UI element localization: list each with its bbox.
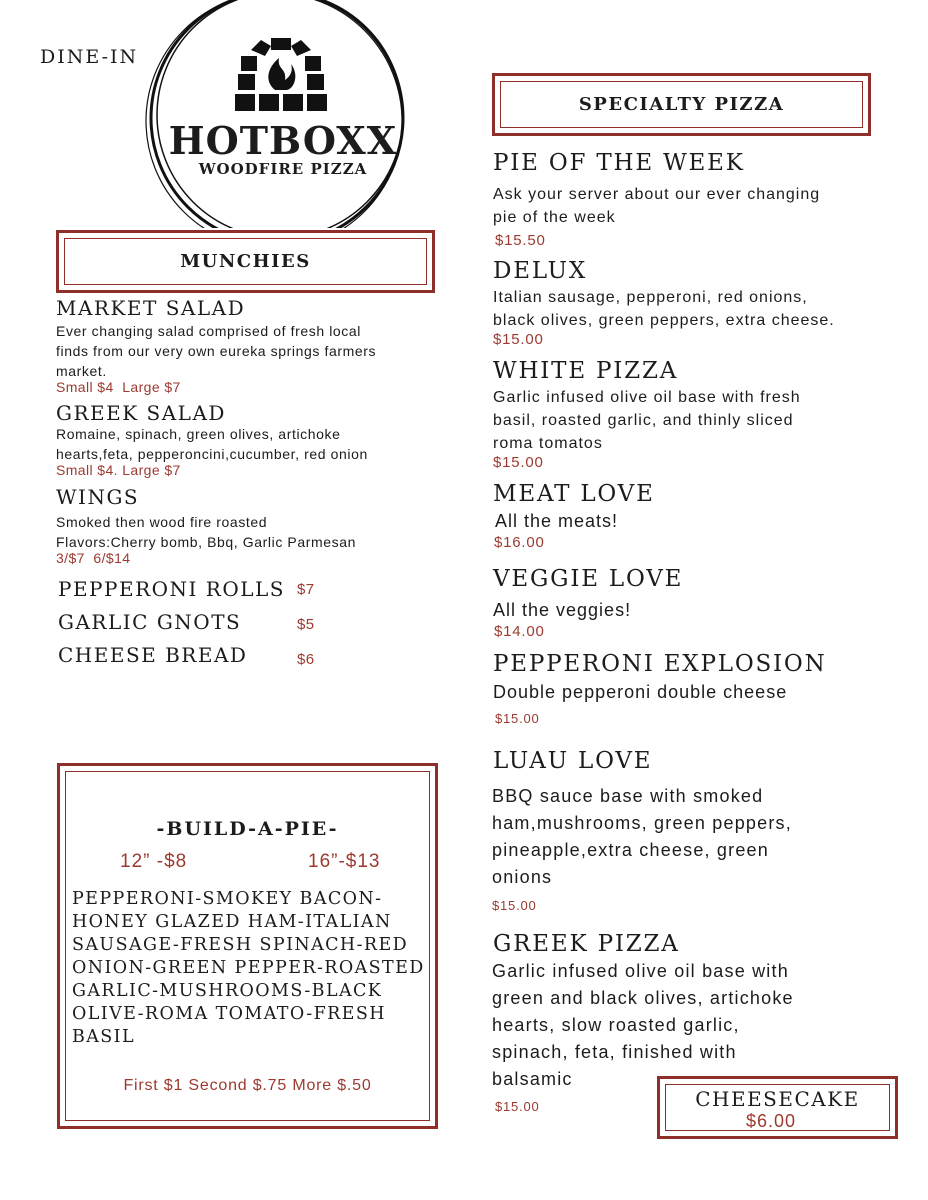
cheesecake-price: $6.00 — [746, 1111, 797, 1131]
meat-love-price: $16.00 — [494, 534, 545, 551]
greek-salad-name: GREEK SALAD — [56, 401, 226, 425]
topping-pricing: First $1 Second $.75 More $.50 — [123, 1077, 372, 1094]
pie-of-the-week-desc: Ask your server about our ever changing pie of the week — [493, 186, 821, 226]
greek-pizza-desc: Garlic infused olive oil base with green and black olives, artichoke hearts, slow roasted garlic, spinach, feta, finished with balsamic — [492, 961, 794, 1089]
market-salad-price: Small $4 Large $7 — [56, 379, 181, 395]
pepperoni-explosion-price: $15.00 — [495, 711, 540, 726]
cheese-bread-price: $6 — [297, 651, 315, 668]
pepperoni-explosion-name: PEPPERONI EXPLOSION — [493, 651, 827, 677]
luau-love-price: $15.00 — [492, 898, 537, 913]
wings-name: WINGS — [56, 485, 140, 509]
white-pizza-desc: Garlic infused olive oil base with fresh basil, roasted garlic, and thinly sliced roma tomatos — [493, 389, 801, 452]
market-salad-name: MARKET SALAD — [56, 296, 246, 320]
meat-love-name: MEAT LOVE — [493, 481, 655, 507]
greek-salad-price: Small $4. Large $7 — [56, 462, 181, 478]
greek-pizza-name: GREEK PIZZA — [493, 931, 680, 957]
restaurant-logo — [143, 0, 423, 228]
build-a-pie-title: -BUILD-A-PIE- — [156, 818, 339, 840]
meat-love-desc: All the meats! — [495, 511, 619, 531]
munchies-header-box — [56, 230, 435, 293]
toppings-list: PEPPERONI-SMOKEY BACON- HONEY GLAZED HAM-ITALIAN SAUSAGE-FRESH SPINACH-RED ONION-GREEN PEPPER-ROASTED GARLIC-MUSHROOMS-BLACK OLIVE-ROMA TOMATO-FRESH BASIL — [72, 889, 425, 1047]
pie-of-the-week-price: $15.50 — [495, 232, 546, 249]
delux-desc: Italian sausage, pepperoni, red onions, black olives, green peppers, extra cheese. — [493, 289, 835, 329]
specialty-title: SPECIALTY PIZZA — [578, 94, 785, 115]
garlic-gnots-price: $5 — [297, 616, 315, 633]
dine-in-label: DINE-IN — [40, 46, 139, 68]
greek-pizza-price: $15.00 — [495, 1099, 540, 1114]
market-salad-desc: Ever changing salad comprised of fresh local finds from our very own eureka springs farmers market. — [56, 323, 377, 379]
wings-price: 3/$7 6/$14 — [56, 550, 131, 566]
white-pizza-price: $15.00 — [493, 454, 544, 471]
size-16-price: 16”-$13 — [308, 851, 381, 872]
specialty-header-box — [492, 73, 871, 136]
pepperoni-rolls-price: $7 — [297, 581, 315, 598]
wings-desc: Smoked then wood fire roasted Flavors:Cherry bomb, Bbq, Garlic Parmesan — [56, 514, 357, 550]
brick-oven-flame-icon — [143, 0, 423, 228]
cheesecake-name: CHEESECAKE — [695, 1087, 860, 1111]
pie-of-the-week-name: PIE OF THE WEEK — [493, 150, 745, 176]
greek-salad-desc: Romaine, spinach, green olives, artichoke hearts,feta, pepperoncini,cucumber, red onion — [56, 426, 368, 462]
size-12-price: 12” -$8 — [120, 851, 188, 872]
veggie-love-desc: All the veggies! — [493, 600, 632, 620]
cheese-bread-name: CHEESE BREAD — [58, 643, 248, 667]
veggie-love-name: VEGGIE LOVE — [493, 566, 684, 592]
white-pizza-name: WHITE PIZZA — [493, 358, 679, 384]
logo-name: HOTBOXX — [168, 118, 398, 163]
munchies-title: MUNCHIES — [180, 251, 311, 272]
pepperoni-explosion-desc: Double pepperoni double cheese — [493, 682, 788, 702]
pepperoni-rolls-name: PEPPERONI ROLLS — [58, 577, 286, 601]
delux-name: DELUX — [493, 258, 588, 284]
luau-love-name: LUAU LOVE — [493, 748, 653, 774]
delux-price: $15.00 — [493, 331, 544, 348]
logo-tagline: WOODFIRE PIZZA — [198, 160, 368, 178]
veggie-love-price: $14.00 — [494, 623, 545, 640]
luau-love-desc: BBQ sauce base with smoked ham,mushrooms, green peppers, pineapple,extra cheese, green onions — [492, 786, 792, 887]
garlic-gnots-name: GARLIC GNOTS — [58, 610, 242, 634]
